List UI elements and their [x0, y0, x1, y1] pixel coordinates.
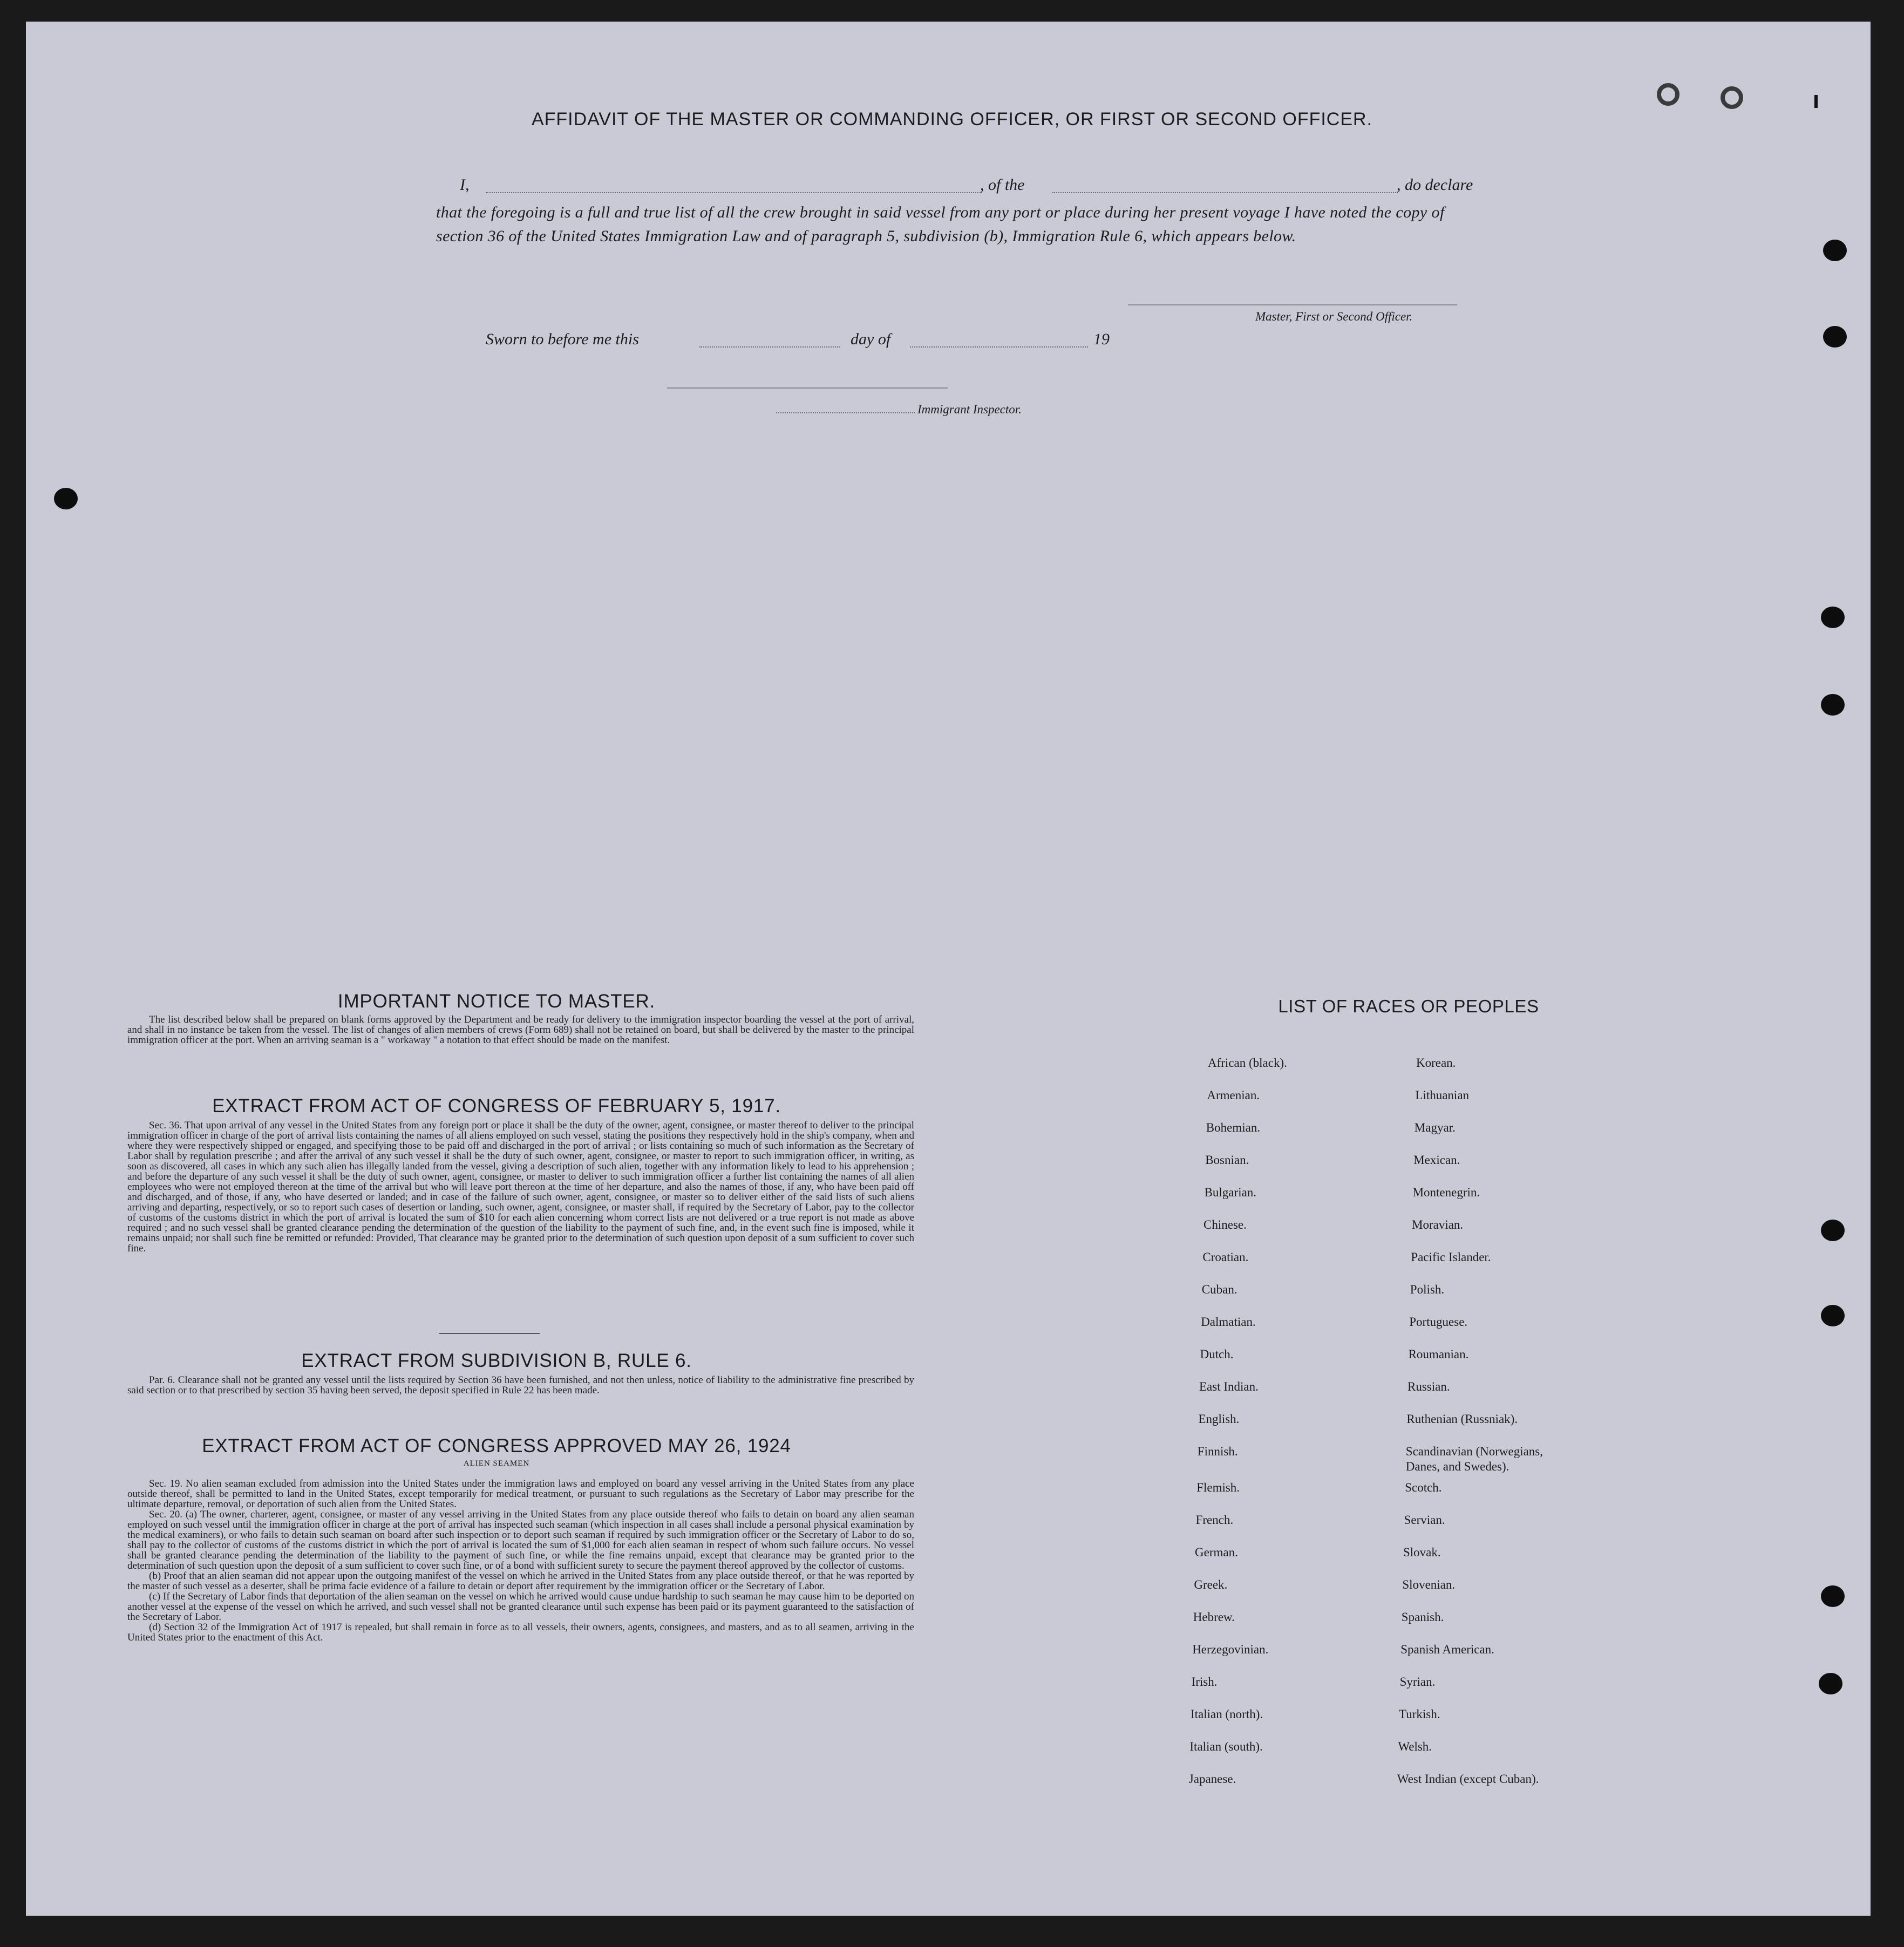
notice-title: IMPORTANT NOTICE TO MASTER.: [337, 991, 656, 1012]
race-right-item: Korean.: [1416, 1056, 1456, 1070]
sworn-day-blank: [699, 346, 840, 348]
race-right-item: Portuguese.: [1409, 1315, 1468, 1329]
extract-1924-sec20a: Sec. 20. (a) The owner, charterer, agent, consignee, or master of any vessel arriving in the United States from any place outside thereof who fails to detain on board any alien seaman employed on such vessel until the immigration officer in charge at the port of arrival has inspected such seaman (which inspection in all cases shall include a personal physical examination by the medical examiners), or who fails to detain such seaman on board after such inspection or to deport such seaman if required by such immigration officer or the Secretary of Labor to do so, shall pay to the collector of customs of the customs district in which the port of arrival is located the sum of $1,000 for each alien seaman in respect of whom such failure occurs. No vessel shall be granted clearance pending the determination of the liability to the payment of such fine, or while the fine remains unpaid, except that clearance may be granted prior to the determination of such question upon the deposit of a sum sufficient to cover such fine, or of a bond with sufficient surety to secure the payment thereof approved by the collector of customs.: [127, 1509, 914, 1571]
affidavit-i: I,: [460, 176, 470, 194]
punch-hole: [1821, 1220, 1845, 1241]
extract-1924-text: [127, 1479, 914, 1643]
extract-rule6-title: EXTRACT FROM SUBDIVISION B, RULE 6.: [301, 1350, 692, 1371]
sheet-bottom-edge: [26, 1862, 1871, 1916]
race-left-item: Cuban.: [1201, 1283, 1237, 1296]
race-left-item: German.: [1195, 1546, 1238, 1559]
race-left-item: English.: [1198, 1412, 1240, 1426]
affidavit-of-the: , of the: [980, 176, 1025, 194]
race-right-item: Montenegrin.: [1412, 1186, 1480, 1199]
race-right-item: Polish.: [1410, 1283, 1445, 1296]
name-blank: [486, 192, 982, 193]
race-right-item: Spanish.: [1401, 1610, 1444, 1624]
race-left-item: Croatian.: [1202, 1250, 1249, 1264]
inspector-caption: Immigrant Inspector.: [917, 403, 1022, 416]
extract-1924-sec20b: (b) Proof that an alien seaman did not appear upon the outgoing manifest of the vessel on which he arrived in the United States from any place outside thereof, or that he was reported by the master of such vessel as a deserter, shall be prima facie evidence of a failure to detain or deport after requirement by the immigration officer or the Secretary of Labor.: [127, 1570, 914, 1592]
race-right-item: Servian.: [1404, 1513, 1445, 1527]
race-left-item: Bulgarian.: [1204, 1186, 1257, 1199]
punch-hole: [1821, 694, 1845, 716]
race-right-item: Magyar.: [1414, 1121, 1456, 1134]
extract-1924-title: EXTRACT FROM ACT OF CONGRESS APPROVED MAY 26, 1924: [202, 1435, 791, 1456]
race-left-item: African (black).: [1208, 1056, 1287, 1070]
race-right-item: West Indian (except Cuban).: [1397, 1772, 1539, 1786]
race-right-item: Pacific Islander.: [1411, 1250, 1491, 1264]
inspector-signature-line: [667, 387, 948, 389]
margin-mark: [1814, 95, 1818, 108]
notice-text: [127, 1015, 914, 1045]
extract-1917-title: EXTRACT FROM ACT OF CONGRESS OF FEBRUARY 5, 1917.: [212, 1095, 781, 1117]
race-right-item: Syrian.: [1399, 1675, 1436, 1689]
race-left-item: Chinese.: [1203, 1218, 1247, 1231]
vessel-blank: [1052, 192, 1398, 193]
race-left-item: Italian (north).: [1191, 1707, 1263, 1721]
race-left-item: Flemish.: [1196, 1481, 1240, 1494]
race-right-item: Mexican.: [1413, 1153, 1460, 1167]
race-left-item: Japanese.: [1188, 1772, 1236, 1786]
affidavit-title: AFFIDAVIT OF THE MASTER OR COMMANDING OFFICER, OR FIRST OR SECOND OFFICER.: [531, 109, 1373, 130]
race-left-item: East Indian.: [1199, 1380, 1259, 1393]
race-left-item: Armenian.: [1207, 1088, 1260, 1102]
punch-hole: [1657, 83, 1679, 106]
race-right-item: Slovak.: [1403, 1546, 1441, 1559]
sworn-year: 19: [1093, 330, 1110, 348]
race-right-item: Ruthenian (Russniak).: [1406, 1412, 1518, 1426]
extract-1917-paragraph: Sec. 36. That upon arrival of any vessel in the United States from any foreign port or place it shall be the duty of the owner, agent, consignee, or master thereof to deliver to the principal immigration officer in charge of the port of arrival lists containing the names of all aliens employed on such vessel, stating the positions they respectively hold in the ship's company, when and where they were respectively shipped or engaged, and specifying those to be paid off and discharged in the port of arrival ; or lists containing so much of such information as the Secretary of Labor shall by regulation prescribe ; and after the arrival of any such vessel it shall be the duty of such owner, agent, consignee, or master to report to such immigration officer, in writing, as soon as discovered, all cases in which any such alien has illegally landed from the vessel, giving a description of such alien, together with any information likely to lead to his apprehension ; and before the departure of any such vessel it shall be the duty of such owner, agent, consignee, or master to deliver to such immigration officer a further list containing the names of all alien employees who were not employed thereon at the time of the arrival but who will leave port thereon at the time of her departure, and also the names of those, if any, who have been paid off and discharged, and of those, if any, who have deserted or landed; and in case of the failure of such owner, agent, consignee, or master so to deliver either of the said lists of such aliens arriving and departing, respectively, or so to report such cases of desertion or landing, such owner, agent, consignee, or master shall, if required by the Secretary of Labor, pay to the collector of customs of the customs district in which the port of arrival is located the sum of $10 for each alien concerning whom correct lists are not delivered or a true report is not made as above required ; and no such vessel shall be granted clearance pending the determination of the question of the liability to the payment of such fine, and, in the event such fine is imposed, while it remains unpaid; nor shall such fine be remitted or refunded: Provided, That clearance may be granted prior to the determination of such question upon deposit of a sum sufficient to cover such fine.: [127, 1120, 914, 1254]
race-right-item: Spanish American.: [1400, 1643, 1494, 1656]
punch-hole: [1821, 1585, 1845, 1607]
punch-hole: [1823, 240, 1847, 261]
punch-hole: [54, 488, 78, 509]
punch-hole: [1819, 1673, 1842, 1694]
officer-signature-line: [1128, 304, 1457, 305]
extract-1917-text: [127, 1120, 914, 1254]
race-right-item: Scotch.: [1405, 1481, 1442, 1494]
extract-1924-sec19: Sec. 19. No alien seaman excluded from admission into the United States under the immigration laws and employed on board any vessel arriving in the United States from any place outside thereof, shall be permitted to land in the United States, except temporarily for medical treatment, or pursuant to such regulations as the Secretary of Labor may prescribe for the ultimate departure, removal, or deportation of such alien from the United States.: [127, 1478, 914, 1510]
punch-hole: [1821, 607, 1845, 628]
notice-paragraph: The list described below shall be prepared on blank forms approved by the Department and be ready for delivery to the immigration inspector boarding the vessel at the port of arrival, and shall in no instance be taken from the vessel. The list of changes of alien members of crews (Form 689) shall not be retained on board, but shall be delivered by the master to the principal immigration officer at the port. When an arriving seaman is a " workaway " a notation to that effect should be made on the manifest.: [127, 1014, 914, 1046]
race-left-item: Bosnian.: [1205, 1153, 1249, 1167]
punch-hole: [1823, 326, 1847, 348]
punch-hole: [1821, 1305, 1845, 1326]
extract-1924-sec20c: (c) If the Secretary of Labor finds that deportation of the alien seaman on the vessel on which he arrived would cause undue hardship to such seaman he may cause him to be deported on another vessel at the expense of the vessel on which he arrived, and such vessel shall not be granted clearance until such expense has been paid or its payment guaranteed to the satisfaction of the Secretary of Labor.: [127, 1591, 914, 1623]
race-right-item: Roumanian.: [1408, 1347, 1469, 1361]
race-left-item: Dutch.: [1200, 1347, 1234, 1361]
races-title: LIST OF RACES OR PEOPLES: [1278, 996, 1539, 1016]
race-right-item: Turkish.: [1399, 1707, 1440, 1721]
affidavit-body: that the foregoing is a full and true list of all the crew brought in said vessel from any port or place during her present voyage I have noted the copy of section 36 of the United States Immigration Law and of paragraph 5, subdivision (b), Immigration Rule 6, which appears below.: [436, 203, 1445, 245]
extract-1924-sec20d: (d) Section 32 of the Immigration Act of 1917 is repealed, but shall remain in force as to all vessels, their owners, agents, consignees, and masters, and as to all seamen, arriving in the United States prior to the enactment of this Act.: [127, 1622, 914, 1643]
race-right-item: Lithuanian: [1415, 1088, 1470, 1102]
extract-rule6-paragraph: Par. 6. Clearance shall not be granted any vessel until the lists required by Section 36 have been furnished, and not then unless, notice of liability to the administrative fine prescribed by said section or to that prescribed by section 35 having been served, the deposit specified in Rule 22 has been made.: [127, 1374, 914, 1396]
race-right-item: Slovenian.: [1402, 1578, 1456, 1591]
race-left-item: Herzegovinian.: [1192, 1643, 1269, 1656]
sworn-month-blank: [910, 346, 1088, 348]
sworn-prefix: Sworn to before me this: [486, 330, 639, 348]
punch-hole: [1721, 86, 1743, 109]
race-left-item: Finnish.: [1197, 1445, 1238, 1458]
race-left-item: French.: [1195, 1513, 1234, 1527]
race-right-item: Scandinavian (Norwegians, Danes, and Swedes).: [1405, 1445, 1543, 1473]
section-divider: [439, 1333, 540, 1334]
race-left-item: Irish.: [1191, 1675, 1218, 1689]
race-left-item: Greek.: [1194, 1578, 1228, 1591]
sworn-day-of: day of: [851, 330, 891, 348]
race-right-item: Welsh.: [1398, 1740, 1432, 1753]
race-left-item: Hebrew.: [1193, 1610, 1235, 1624]
race-right-item: Russian.: [1407, 1380, 1450, 1393]
extract-rule6-text: [127, 1375, 914, 1395]
race-left-item: Bohemian.: [1206, 1121, 1261, 1134]
race-left-item: Dalmatian.: [1201, 1315, 1256, 1329]
affidavit-declare: , do declare: [1397, 176, 1473, 194]
race-right-item: Moravian.: [1412, 1218, 1464, 1231]
extract-1924-subtitle: ALIEN SEAMEN: [463, 1459, 530, 1468]
inspector-blank: [776, 412, 915, 413]
race-left-item: Italian (south).: [1189, 1740, 1263, 1753]
officer-caption: Master, First or Second Officer.: [1255, 310, 1413, 323]
